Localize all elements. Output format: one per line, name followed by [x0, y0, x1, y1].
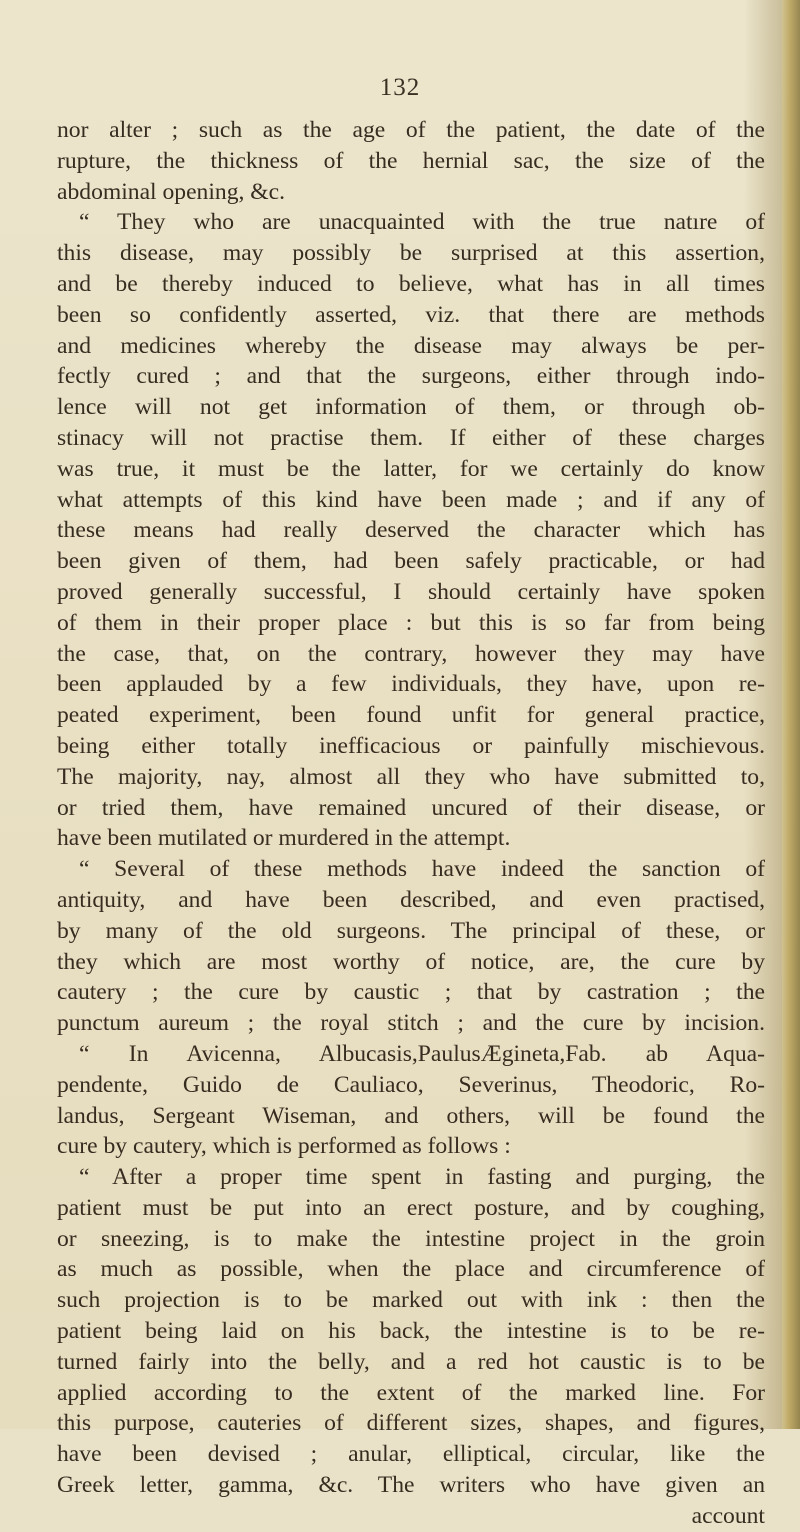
text-line: pendente, Guido de Cauliaco, Severinus, Theodoric, Ro-	[57, 1071, 765, 1098]
text-line: been given of them, had been safely practicable, or had	[57, 548, 765, 575]
text-line: turned fairly into the belly, and a red hot caustic is to be	[57, 1348, 765, 1375]
body-text	[57, 115, 765, 1532]
text-line: the case, that, on the contrary, however they may have	[57, 640, 765, 667]
text-line: and medicines whereby the disease may always be per-	[57, 332, 765, 359]
text-line: landus, Sergeant Wiseman, and others, will be found the	[57, 1102, 765, 1129]
text-line: stinacy will not practise them. If either of these charges	[57, 424, 765, 451]
page-number: 132	[379, 74, 421, 101]
text-line: applied according to the extent of the marked line. For	[57, 1379, 765, 1406]
text-line: have been mutilated or murdered in the attempt.	[57, 825, 511, 852]
text-line: or tried them, have remained uncured of their disease, or	[57, 794, 765, 821]
text-line: cure by cautery, which is performed as follows :	[57, 1133, 511, 1160]
text-line: by many of the old surgeons. The principal of these, or	[57, 917, 765, 944]
text-line: this disease, may possibly be surprised at this assertion,	[57, 240, 765, 267]
text-line: cautery ; the cure by caustic ; that by castration ; the	[57, 979, 765, 1006]
catchword: account	[691, 1502, 765, 1529]
text-line: The majority, nay, almost all they who have submitted to,	[57, 763, 765, 790]
text-line: rupture, the thickness of the hernial sac, the size of the	[57, 147, 765, 174]
text-line: patient must be put into an erect posture, and by coughing,	[57, 1194, 765, 1221]
text-line: such projection is to be marked out with ink : then the	[57, 1287, 765, 1314]
text-line: fectly cured ; and that the surgeons, either through indo-	[57, 363, 765, 390]
text-line: been applauded by a few individuals, they have, upon re-	[57, 671, 765, 698]
text-line: have been devised ; anular, elliptical, circular, like the	[57, 1441, 765, 1468]
text-line: proved generally successful, I should certainly have spoken	[57, 578, 765, 605]
text-line: this purpose, cauteries of different sizes, shapes, and figures,	[57, 1410, 765, 1437]
text-line: what attempts of this kind have been made ; and if any of	[57, 486, 765, 513]
page-edge-shadow	[782, 0, 800, 1429]
text-line: Greek letter, gamma, &c. The writers who have given an	[57, 1472, 765, 1499]
text-line: nor alter ; such as the age of the patient, the date of the	[57, 117, 765, 143]
text-line: “ Several of these methods have indeed the sanction of	[79, 856, 765, 883]
text-line: abdominal opening, &c.	[57, 178, 286, 205]
text-line: as much as possible, when the place and circumference of	[57, 1256, 765, 1283]
text-line: patient being laid on his back, the intestine is to be re-	[57, 1318, 765, 1345]
text-line: been so confidently asserted, viz. that there are methods	[57, 301, 765, 328]
text-line: antiquity, and have been described, and even practised,	[57, 886, 765, 913]
text-line: “ After a proper time spent in fasting and purging, the	[79, 1164, 765, 1191]
text-line: “ They who are unacquainted with the true natıre of	[79, 209, 765, 236]
text-line: these means had really deserved the character which has	[57, 517, 765, 544]
text-line: peated experiment, been found unfit for general practice,	[57, 702, 765, 729]
text-line: of them in their proper place : but this is so far from being	[57, 609, 765, 636]
text-line: or sneezing, is to make the intestine project in the groin	[57, 1225, 765, 1252]
text-line: and be thereby induced to believe, what has in all times	[57, 270, 765, 297]
text-line: “ In Avicenna, Albucasis,PaulusÆgineta,Fab. ab Aqua-	[79, 1040, 765, 1067]
text-line: they which are most worthy of notice, are, the cure by	[57, 948, 765, 975]
text-line: being either totally inefficacious or painfully mischievous.	[57, 732, 765, 759]
text-line: lence will not get information of them, or through ob-	[57, 394, 765, 421]
text-line: was true, it must be the latter, for we certainly do know	[57, 455, 765, 482]
text-line: punctum aureum ; the royal stitch ; and the cure by incision.	[57, 1010, 765, 1037]
